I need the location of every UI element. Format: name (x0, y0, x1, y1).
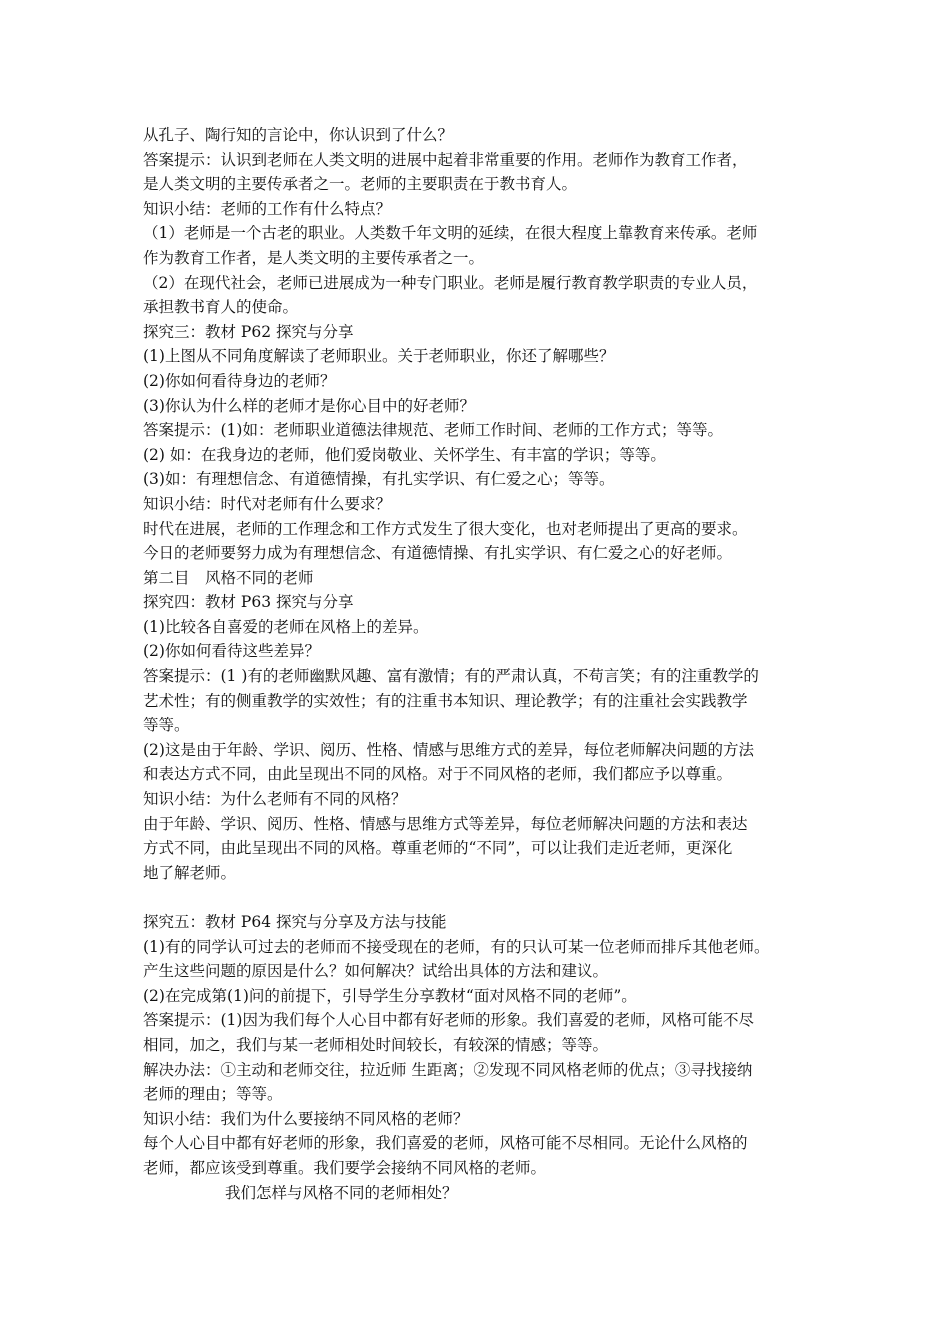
text-line: 答案提示：(1)如：老师职业道德法律规范、老师工作时间、老师的工作方式；等等。 (143, 421, 723, 440)
text-line: 从孔子、陶行知的言论中，你认识到了什么？ (143, 126, 454, 144)
text-line: (3)你认为什么样的老师才是你心目中的好老师？ (143, 396, 475, 415)
section-heading: 第二目 风格不同的老师 (143, 568, 314, 587)
section-heading: 探究五：教材 P64 探究与分享及方法与技能 (143, 913, 447, 931)
text-line: 每个人心目中都有好老师的形象，我们喜爱的老师，风格可能不尽相同。无论什么风格的 (143, 1134, 748, 1153)
text-line: （2）在现代社会，老师已进展成为一种专门职业。老师是履行教育教学职责的专业人员， (143, 273, 758, 292)
text-line: 答案提示：(1 )有的老师幽默风趣、富有激情；有的严肃认真，不苟言笑；有的注重教学的 (143, 667, 759, 686)
text-line: (2)这是由于年龄、学识、阅历、性格、情感与思维方式的差异，每位老师解决问题的方法 (143, 740, 754, 759)
text-line: 答案提示：(1)因为我们每个人心目中都有好老师的形象。我们喜爱的老师，风格可能不尽 (143, 1011, 754, 1030)
text-line: (2)在完成第(1)问的前提下，引导学生分享教材“面对风格不同的老师”。 (143, 986, 637, 1005)
text-line: (2) 如：在我身边的老师，他们爱岗敬业、关怀学生、有丰富的学识；等等。 (143, 445, 666, 464)
text-line: (1)有的同学认可过去的老师而不接受现在的老师，有的只认可某一位老师而排斥其他老师。 (143, 937, 770, 956)
text-line: 由于年龄、学识、阅历、性格、情感与思维方式等差异，每位老师解决问题的方法和表达 (143, 814, 748, 833)
text-line: 老师的理由；等等。 (143, 1085, 283, 1104)
text-line: 产生这些问题的原因是什么？如何解决？试给出具体的方法和建议。 (143, 962, 609, 981)
text-line: (3)如：有理想信念、有道德情操，有扎实学识、有仁爱之心；等等。 (143, 470, 615, 489)
text-line: 是人类文明的主要传承者之一。老师的主要职责在于教书育人。 (143, 175, 578, 194)
text-line: 解决办法：①主动和老师交往，拉近师 生距离；②发现不同风格老师的优点；③寻找接纳 (143, 1060, 753, 1079)
section-heading: 探究四：教材 P63 探究与分享 (143, 593, 354, 612)
text-line: 艺术性；有的侧重教学的实效性；有的注重书本知识、理论教学；有的注重社会实践教学 (143, 691, 748, 710)
text-line: 今日的老师要努力成为有理想信念、有道德情操、有扎实学识、有仁爱之心的好老师。 (143, 544, 733, 563)
text-line: (2)你如何看待这些差异？ (143, 642, 320, 661)
text-line: 时代在进展，老师的工作理念和工作方式发生了很大变化，也对老师提出了更高的要求。 (143, 519, 748, 538)
text-line: (2)你如何看待身边的老师？ (143, 371, 336, 390)
text-line: (1)比较各自喜爱的老师在风格上的差异。 (143, 617, 429, 636)
text-line: 作为教育工作者，是人类文明的主要传承者之一。 (143, 248, 485, 267)
text-line: (1)上图从不同角度解读了老师职业。关于老师职业，你还了解哪些？ (143, 347, 615, 366)
text-line: 相同，加之，我们与某一老师相处时间较长，有较深的情感；等等。 (143, 1035, 609, 1054)
text-line: 承担教书育人的使命。 (143, 298, 299, 317)
section-summary: 知识小结：老师的工作有什么特点？ (143, 199, 392, 218)
text-line: 等等。 (143, 716, 190, 735)
text-line: 方式不同，由此呈现出不同的风格。尊重老师的“不同”，可以让我们走近老师，更深化 (143, 839, 733, 858)
section-heading: 探究三：教材 P62 探究与分享 (143, 322, 354, 341)
text-line: 地了解老师。 (143, 863, 237, 882)
text-line: 答案提示：认识到老师在人类文明的进展中起着非常重要的作用。老师作为教育工作者， (143, 150, 748, 169)
section-summary: 知识小结：时代对老师有什么要求？ (143, 494, 392, 513)
section-summary: 知识小结：为什么老师有不同的风格？ (143, 790, 407, 809)
document-page (143, 123, 833, 1205)
text-line: 老师，都应该受到尊重。我们要学会接纳不同风格的老师。 (143, 1158, 547, 1177)
section-summary: 知识小结：我们为什么要接纳不同风格的老师？ (143, 1109, 469, 1128)
closing-question: 我们怎样与风格不同的老师相处？ (225, 1183, 458, 1202)
text-line: （1）老师是一个古老的职业。人类数千年文明的延续，在很大程度上靠教育来传承。老师 (143, 224, 758, 243)
blank-line (143, 885, 833, 910)
text-line: 和表达方式不同，由此呈现出不同的风格。对于不同风格的老师，我们都应予以尊重。 (143, 765, 733, 784)
